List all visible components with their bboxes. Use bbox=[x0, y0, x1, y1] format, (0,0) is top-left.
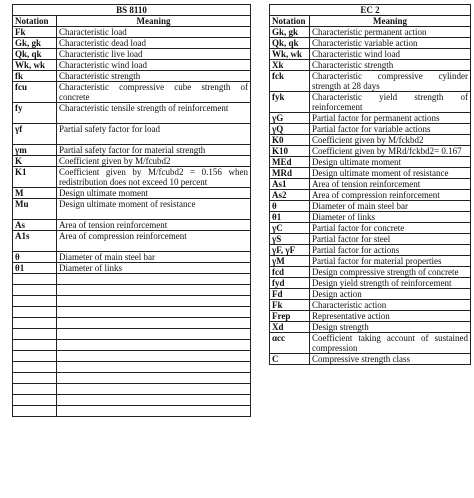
meaning-cell: Area of compression reinforcement bbox=[57, 231, 251, 252]
meaning-cell: Area of compression reinforcement bbox=[310, 190, 471, 201]
notation-cell: fcd bbox=[270, 267, 310, 278]
table-row bbox=[270, 245, 471, 256]
empty-cell bbox=[57, 395, 251, 406]
notation-cell: γG bbox=[270, 113, 310, 124]
notation-cell: K1 bbox=[13, 167, 57, 188]
notation-cell: Wk, wk bbox=[13, 60, 57, 71]
notation-cell: Xd bbox=[270, 322, 310, 333]
table-row bbox=[13, 124, 251, 145]
notation-cell: γC bbox=[270, 223, 310, 234]
meaning-cell: Partial factor for material properties bbox=[310, 256, 471, 267]
empty-row bbox=[13, 329, 251, 340]
meaning-cell: Characteristic yield strength of reinforcement bbox=[310, 92, 471, 113]
meaning-cell: Partial factor for concrete bbox=[310, 223, 471, 234]
ec2-meaning-header: Meaning bbox=[310, 16, 471, 27]
table-row bbox=[270, 157, 471, 168]
notation-cell: γQ bbox=[270, 124, 310, 135]
table-row bbox=[13, 188, 251, 199]
notation-cell: γS bbox=[270, 234, 310, 245]
notation-cell: fyd bbox=[270, 278, 310, 289]
empty-cell bbox=[57, 340, 251, 351]
meaning-cell: Characteristic wind load bbox=[57, 60, 251, 71]
meaning-cell: Characteristic permanent action bbox=[310, 27, 471, 38]
notation-cell: Xk bbox=[270, 60, 310, 71]
empty-cell bbox=[57, 362, 251, 373]
table-row bbox=[13, 71, 251, 82]
notation-cell: Gk, gk bbox=[270, 27, 310, 38]
table-row bbox=[270, 146, 471, 157]
notation-cell: MEd bbox=[270, 157, 310, 168]
notation-cell: C bbox=[270, 354, 310, 365]
table-row bbox=[270, 267, 471, 278]
table-row bbox=[13, 252, 251, 263]
empty-cell bbox=[57, 296, 251, 307]
notation-cell: θ1 bbox=[13, 263, 57, 274]
notation-cell: MRd bbox=[270, 168, 310, 179]
table-row bbox=[270, 333, 471, 354]
empty-cell bbox=[13, 274, 57, 285]
empty-row bbox=[13, 307, 251, 318]
meaning-cell: Diameter of main steel bar bbox=[310, 201, 471, 212]
empty-row bbox=[13, 351, 251, 362]
meaning-cell: Characteristic wind load bbox=[310, 49, 471, 60]
empty-cell bbox=[13, 318, 57, 329]
table-row bbox=[270, 256, 471, 267]
notation-cell: θ bbox=[270, 201, 310, 212]
meaning-cell: Partial factor for variable actions bbox=[310, 124, 471, 135]
notation-cell: M bbox=[13, 188, 57, 199]
notation-cell: K bbox=[13, 156, 57, 167]
notation-cell: θ bbox=[13, 252, 57, 263]
meaning-cell: Design ultimate moment bbox=[310, 157, 471, 168]
meaning-cell: Coefficient given by M/fckbd2 bbox=[310, 135, 471, 146]
table-row bbox=[270, 135, 471, 146]
notation-comparison bbox=[12, 4, 467, 492]
meaning-cell: Characteristic live load bbox=[57, 49, 251, 60]
table-row bbox=[13, 145, 251, 156]
meaning-cell: Coefficient given by M/fcubd2 bbox=[57, 156, 251, 167]
bs8110-title: BS 8110 bbox=[13, 5, 251, 16]
table-row bbox=[270, 190, 471, 201]
table-row bbox=[270, 38, 471, 49]
empty-cell bbox=[57, 384, 251, 395]
meaning-cell: Characteristic dead load bbox=[57, 38, 251, 49]
notation-cell: Fk bbox=[270, 300, 310, 311]
table-row bbox=[13, 60, 251, 71]
notation-cell: fy bbox=[13, 103, 57, 124]
table-row bbox=[270, 289, 471, 300]
empty-cell bbox=[57, 307, 251, 318]
empty-row bbox=[13, 395, 251, 406]
meaning-cell: Design yield strength of reinforcement bbox=[310, 278, 471, 289]
meaning-cell: Characteristic load bbox=[57, 27, 251, 38]
empty-cell bbox=[57, 373, 251, 384]
table-row bbox=[270, 234, 471, 245]
meaning-cell: Design compressive strength of concrete bbox=[310, 267, 471, 278]
notation-cell: K0 bbox=[270, 135, 310, 146]
table-row bbox=[13, 167, 251, 188]
notation-cell: Mu bbox=[13, 199, 57, 220]
empty-cell bbox=[13, 351, 57, 362]
meaning-cell: Characteristic compressive cylinder strength at 28 days bbox=[310, 71, 471, 92]
notation-cell: Fk bbox=[13, 27, 57, 38]
empty-cell bbox=[13, 362, 57, 373]
notation-cell: γf bbox=[13, 124, 57, 145]
meaning-cell: Characteristic strength bbox=[57, 71, 251, 82]
meaning-cell: Partial factor for permanent actions bbox=[310, 113, 471, 124]
meaning-cell: Compressive strength class bbox=[310, 354, 471, 365]
table-row bbox=[270, 27, 471, 38]
notation-cell: A1s bbox=[13, 231, 57, 252]
notation-cell: fck bbox=[270, 71, 310, 92]
empty-row bbox=[13, 406, 251, 417]
empty-cell bbox=[13, 340, 57, 351]
notation-cell: As2 bbox=[270, 190, 310, 201]
table-row bbox=[13, 220, 251, 231]
table-row bbox=[270, 223, 471, 234]
meaning-cell: Design action bbox=[310, 289, 471, 300]
table-row bbox=[270, 92, 471, 113]
table-row bbox=[13, 27, 251, 38]
empty-row bbox=[13, 340, 251, 351]
empty-row bbox=[13, 296, 251, 307]
empty-row bbox=[13, 285, 251, 296]
empty-cell bbox=[13, 307, 57, 318]
notation-cell: Qk, qk bbox=[270, 38, 310, 49]
meaning-cell: Coefficient taking account of sustained compression bbox=[310, 333, 471, 354]
table-row bbox=[270, 124, 471, 135]
empty-cell bbox=[57, 406, 251, 417]
ec2-notation-header: Notation bbox=[270, 16, 310, 27]
bs8110-meaning-header: Meaning bbox=[57, 16, 251, 27]
meaning-cell: Diameter of main steel bar bbox=[57, 252, 251, 263]
empty-row bbox=[13, 318, 251, 329]
notation-cell: Fd bbox=[270, 289, 310, 300]
table-row bbox=[270, 113, 471, 124]
meaning-cell: Characteristic action bbox=[310, 300, 471, 311]
empty-row bbox=[13, 362, 251, 373]
meaning-cell: Partial safety factor for load bbox=[57, 124, 251, 145]
table-row bbox=[270, 71, 471, 92]
empty-cell bbox=[13, 296, 57, 307]
empty-row bbox=[13, 384, 251, 395]
empty-cell bbox=[13, 395, 57, 406]
meaning-cell: Characteristic compressive cube strength of concrete bbox=[57, 82, 251, 103]
table-row bbox=[270, 300, 471, 311]
empty-cell bbox=[13, 384, 57, 395]
meaning-cell: Partial safety factor for material strength bbox=[57, 145, 251, 156]
meaning-cell: Partial factor for steel bbox=[310, 234, 471, 245]
notation-cell: γF, γF bbox=[270, 245, 310, 256]
meaning-cell: Design ultimate moment of resistance bbox=[57, 199, 251, 220]
empty-cell bbox=[57, 274, 251, 285]
table-row bbox=[13, 263, 251, 274]
table-row bbox=[13, 38, 251, 49]
notation-cell: fyk bbox=[270, 92, 310, 113]
meaning-cell: Area of tension reinforcement bbox=[310, 179, 471, 190]
empty-row bbox=[13, 274, 251, 285]
table-row bbox=[13, 82, 251, 103]
notation-cell: fk bbox=[13, 71, 57, 82]
table-row bbox=[270, 278, 471, 289]
meaning-cell: Characteristic strength bbox=[310, 60, 471, 71]
notation-cell: fcu bbox=[13, 82, 57, 103]
meaning-cell: Design ultimate moment bbox=[57, 188, 251, 199]
empty-cell bbox=[57, 285, 251, 296]
notation-cell: αcc bbox=[270, 333, 310, 354]
ec2-title: EC 2 bbox=[270, 5, 471, 16]
table-row bbox=[270, 201, 471, 212]
meaning-cell: Representative action bbox=[310, 311, 471, 322]
notation-cell: γm bbox=[13, 145, 57, 156]
notation-cell: As1 bbox=[270, 179, 310, 190]
empty-cell bbox=[13, 406, 57, 417]
bs8110-table bbox=[12, 4, 251, 417]
meaning-cell: Coefficient given by MRd/fckbd2= 0.167 bbox=[310, 146, 471, 157]
table-row bbox=[270, 311, 471, 322]
empty-cell bbox=[57, 318, 251, 329]
empty-cell bbox=[57, 351, 251, 362]
empty-cell bbox=[13, 285, 57, 296]
meaning-cell: Design ultimate moment of resistance bbox=[310, 168, 471, 179]
table-row bbox=[270, 322, 471, 333]
meaning-cell: Characteristic tensile strength of reinforcement bbox=[57, 103, 251, 124]
meaning-cell: Characteristic variable action bbox=[310, 38, 471, 49]
notation-cell: γM bbox=[270, 256, 310, 267]
empty-row bbox=[13, 373, 251, 384]
table-row bbox=[270, 168, 471, 179]
table-row bbox=[270, 354, 471, 365]
notation-cell: Qk, qk bbox=[13, 49, 57, 60]
table-row bbox=[13, 156, 251, 167]
empty-cell bbox=[13, 329, 57, 340]
notation-cell: θ1 bbox=[270, 212, 310, 223]
table-row bbox=[270, 179, 471, 190]
meaning-cell: Area of tension reinforcement bbox=[57, 220, 251, 231]
table-row bbox=[13, 231, 251, 252]
empty-cell bbox=[13, 373, 57, 384]
meaning-cell: Diameter of links bbox=[310, 212, 471, 223]
notation-cell: Frep bbox=[270, 311, 310, 322]
notation-cell: K10 bbox=[270, 146, 310, 157]
table-row bbox=[13, 199, 251, 220]
notation-cell: Wk, wk bbox=[270, 49, 310, 60]
bs8110-notation-header: Notation bbox=[13, 16, 57, 27]
table-row bbox=[13, 49, 251, 60]
table-row bbox=[270, 60, 471, 71]
table-row bbox=[13, 103, 251, 124]
table-row bbox=[270, 49, 471, 60]
table-row bbox=[270, 212, 471, 223]
meaning-cell: Diameter of links bbox=[57, 263, 251, 274]
ec2-table bbox=[269, 4, 471, 365]
notation-cell: Gk, gk bbox=[13, 38, 57, 49]
meaning-cell: Partial factor for actions bbox=[310, 245, 471, 256]
meaning-cell: Design strength bbox=[310, 322, 471, 333]
empty-cell bbox=[57, 329, 251, 340]
notation-cell: As bbox=[13, 220, 57, 231]
meaning-cell: Coefficient given by M/fcubd2 = 0.156 when redistribution does not exceed 10 percent bbox=[57, 167, 251, 188]
